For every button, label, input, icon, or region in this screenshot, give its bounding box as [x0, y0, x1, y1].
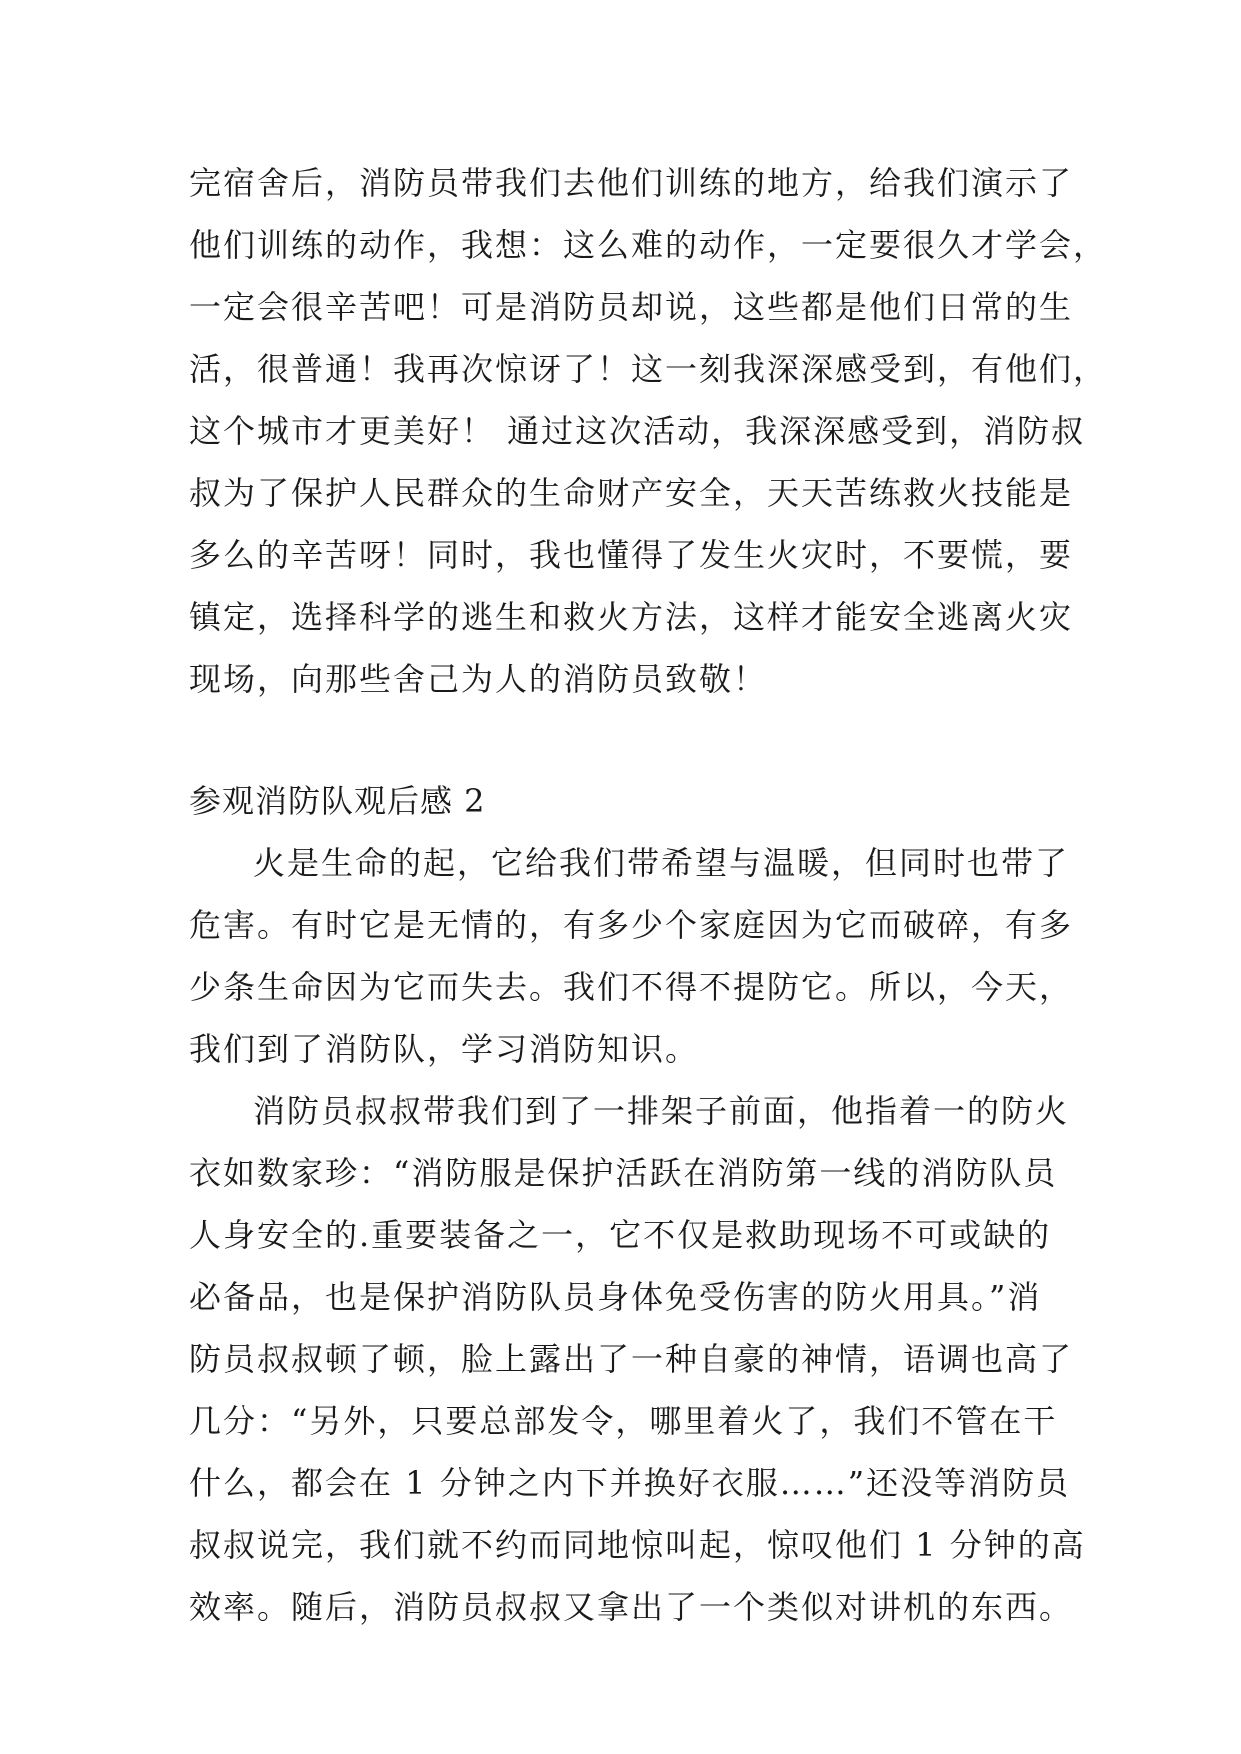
text-line: 消防员叔叔带我们到了一排架子前面，他指着一的防火: [253, 1092, 1070, 1130]
text-line: 多么的辛苦呀！同时，我也懂得了发生火灾时，不要慌，要: [189, 536, 1074, 574]
text-line: 我们到了消防队，学习消防知识。: [189, 1030, 700, 1068]
text-line: 防员叔叔顿了顿，脸上露出了一种自豪的神情，语调也高了: [189, 1340, 1074, 1378]
text-line: 叔为了保护人民群众的生命财产安全，天天苦练救火技能是: [189, 474, 1074, 512]
text-line: 什么，都会在 1 分钟之内下并换好衣服……”还没等消防员: [189, 1464, 1071, 1502]
document-body: [189, 152, 1108, 1638]
text-line: 现场，向那些舍己为人的消防员致敬！: [189, 660, 768, 698]
text-line: 少条生命因为它而失去。我们不得不提防它。所以，今天，: [189, 968, 1074, 1006]
text-line: 活，很普通！我再次惊讶了！这一刻我深深感受到，有他们，: [189, 350, 1108, 388]
text-line: 效率。随后，消防员叔叔又拿出了一个类似对讲机的东西。: [189, 1588, 1074, 1626]
text-line: 必备品，也是保护消防队员身体免受伤害的防火用具。”消: [189, 1278, 1042, 1316]
text-line: 一定会很辛苦吧！可是消防员却说，这些都是他们日常的生: [189, 288, 1074, 326]
paragraph-3: [189, 1080, 1086, 1638]
text-line: 完宿舍后，消防员带我们去他们训练的地方，给我们演示了: [189, 164, 1074, 202]
text-line: 衣如数家珍：“消防服是保护活跃在消防第一线的消防队员: [189, 1154, 1058, 1192]
section-heading: 参观消防队观后感 2: [189, 782, 486, 820]
text-line: 他们训练的动作，我想：这么难的动作，一定要很久才学会，: [189, 226, 1108, 264]
text-line: 这个城市才更美好！ 通过这次活动，我深深感受到，消防叔: [189, 412, 1086, 450]
section-spacer: [189, 710, 1069, 770]
text-line: 火是生命的起，它给我们带希望与温暖，但同时也带了: [253, 844, 1070, 882]
paragraph-1: [189, 152, 1108, 710]
paragraph-2: [189, 832, 1074, 1080]
text-line: 几分：“另外，只要总部发令，哪里着火了，我们不管在干: [189, 1402, 1058, 1440]
text-line: 叔叔说完，我们就不约而同地惊叫起，惊叹他们 1 分钟的高: [189, 1526, 1086, 1564]
text-line: 危害。有时它是无情的，有多少个家庭因为它而破碎，有多: [189, 906, 1074, 944]
text-line: 人身安全的.重要装备之一，它不仅是救助现场不可或缺的: [189, 1216, 1052, 1254]
text-line: 镇定，选择科学的逃生和救火方法，这样才能安全逃离火灾: [189, 598, 1074, 636]
